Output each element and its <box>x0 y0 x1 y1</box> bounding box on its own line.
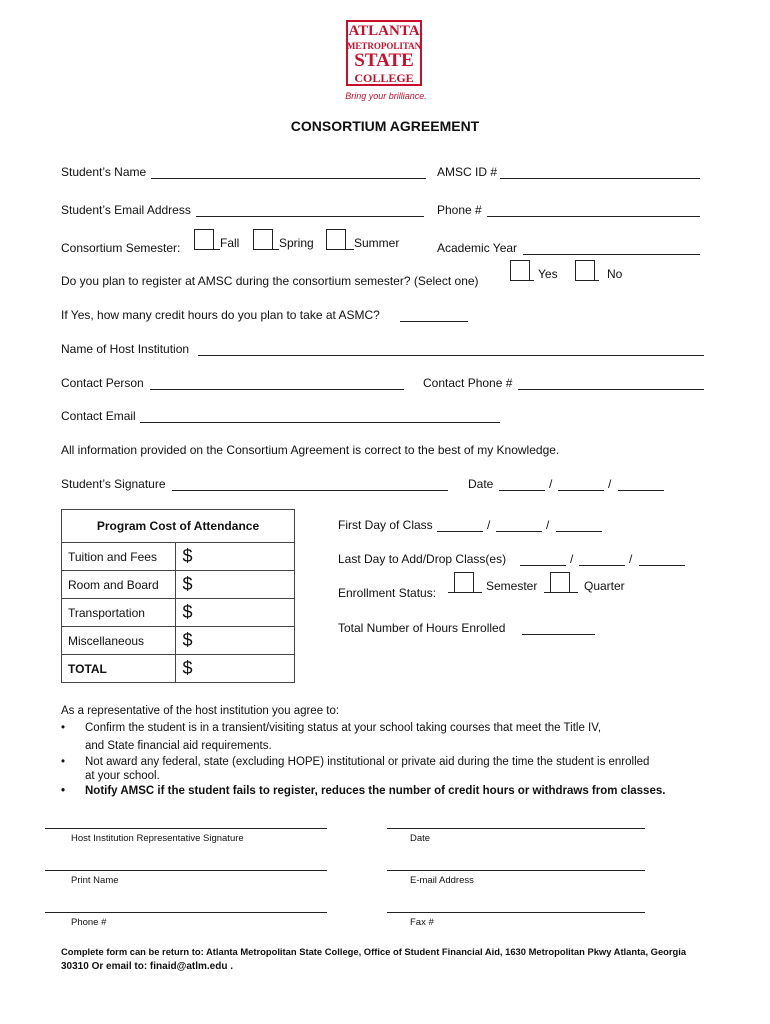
fall-label: Fall <box>220 236 240 250</box>
bullet-1-line-1: Confirm the student is in a transient/visiting status at your school taking courses that meet the Title IV, <box>85 722 602 734</box>
phone-field[interactable] <box>487 201 700 217</box>
summer-checkbox[interactable] <box>326 229 346 250</box>
student-name-label: Student’s Name <box>61 165 147 179</box>
first-day-month-field[interactable] <box>437 516 483 532</box>
fall-option[interactable] <box>194 229 239 250</box>
quarter-checkbox-line <box>570 591 578 593</box>
summer-option[interactable] <box>326 229 399 250</box>
logo-line-3: STATE <box>354 50 414 71</box>
yes-label: Yes <box>538 267 558 281</box>
student-email-field[interactable] <box>196 201 424 217</box>
logo-line-2: METROPOLITAN <box>346 41 422 51</box>
no-checkbox-line <box>595 279 599 281</box>
academic-year-label: Academic Year <box>437 241 518 255</box>
yes-checkbox-line <box>530 279 534 281</box>
footer-line-2: 30310 Or email to: finaid@atlm.edu . <box>61 961 234 972</box>
date-separator: / <box>608 477 612 491</box>
cost-amount-total[interactable]: $ <box>176 655 295 683</box>
spring-checkbox[interactable] <box>253 229 273 250</box>
first-day-label: First Day of Class <box>338 518 433 532</box>
cost-amount-room-board[interactable]: $ <box>176 571 295 599</box>
contact-phone-label: Contact Phone # <box>423 376 513 390</box>
total-hours-label: Total Number of Hours Enrolled <box>338 621 506 635</box>
date-year-field[interactable] <box>618 475 664 491</box>
consortium-semester-label: Consortium Semester: <box>61 241 181 255</box>
bullet-2-line-2: at your school. <box>85 770 160 782</box>
agreement-bullet-3 <box>61 784 666 798</box>
cost-amount-transportation[interactable]: $ <box>176 599 295 627</box>
logo-line-1: ATLANTA <box>348 23 420 39</box>
contact-person-field[interactable] <box>150 374 404 390</box>
cost-amount-tuition[interactable]: $ <box>176 543 295 571</box>
date-separator: / <box>629 552 633 566</box>
date-separator: / <box>549 477 553 491</box>
student-email-label: Student’s Email Address <box>61 203 191 217</box>
last-day-year-field[interactable] <box>639 550 685 566</box>
summer-checkbox-line <box>346 248 354 250</box>
cost-label-tuition: Tuition and Fees <box>62 543 176 571</box>
quarter-checkbox[interactable] <box>550 572 570 593</box>
spring-label: Spring <box>279 236 314 250</box>
cost-label-room-board: Room and Board <box>62 571 176 599</box>
agreement-bullet-2 <box>61 755 650 783</box>
plan-register-label: Do you plan to register at AMSC during the consortium semester? (Select one) <box>61 274 479 288</box>
date-month-field[interactable] <box>499 475 545 491</box>
first-day-year-field[interactable] <box>556 516 602 532</box>
yes-option[interactable] <box>504 260 558 281</box>
footer-line-1: Complete form can be return to: Atlanta Metropolitan State College, Office of Student Financial Aid, 1630 Metropolitan Pkwy Atlanta, Georgia <box>61 946 687 957</box>
amsc-id-field[interactable] <box>500 163 700 179</box>
bullet-dot: • <box>61 785 66 797</box>
total-hours-field[interactable] <box>522 619 595 635</box>
amsc-id-label: AMSC ID # <box>437 165 498 179</box>
agreement-intro: As a representative of the host institution you agree to: <box>61 705 340 717</box>
date-separator: / <box>546 518 550 532</box>
table-row <box>62 627 295 655</box>
certification-statement: All information provided on the Consortium Agreement is correct to the best of my Knowledge. <box>61 443 560 457</box>
cost-table-header: Program Cost of Attendance <box>62 510 295 543</box>
cost-amount-miscellaneous[interactable]: $ <box>176 627 295 655</box>
yes-checkbox[interactable] <box>510 260 530 281</box>
host-rep-signature-label: Host Institution Representative Signature <box>71 833 244 844</box>
bullet-dot: • <box>61 722 66 734</box>
host-date-label: Date <box>410 833 431 844</box>
college-logo <box>346 20 426 106</box>
contact-phone-field[interactable] <box>518 374 704 390</box>
logo-line-4: COLLEGE <box>354 71 414 85</box>
host-rep-signature-field[interactable] <box>45 828 327 829</box>
credit-hours-label: If Yes, how many credit hours do you plan to take at ASMC? <box>61 308 380 322</box>
host-phone-field[interactable] <box>45 912 327 913</box>
bullet-3-text: Notify AMSC if the student fails to register, reduces the number of credit hours or withdraws from classes. <box>85 785 666 797</box>
last-day-label: Last Day to Add/Drop Class(es) <box>338 552 507 566</box>
table-row <box>62 571 295 599</box>
date-day-field[interactable] <box>558 475 604 491</box>
contact-person-label: Contact Person <box>61 376 144 390</box>
host-phone-label: Phone # <box>71 917 107 928</box>
spring-option[interactable] <box>253 229 314 250</box>
last-day-day-field[interactable] <box>579 550 625 566</box>
contact-email-field[interactable] <box>140 407 500 423</box>
bullet-dot: • <box>61 756 66 768</box>
table-row <box>62 599 295 627</box>
credit-hours-field[interactable] <box>400 306 468 322</box>
bullet-2-line-1: Not award any federal, state (excluding HOPE) institutional or private aid during the time the student is enrolled <box>85 756 650 768</box>
date-label: Date <box>468 477 494 491</box>
semester-checkbox-line <box>474 591 482 593</box>
host-institution-label: Name of Host Institution <box>61 342 190 356</box>
date-separator: / <box>570 552 574 566</box>
semester-checkbox[interactable] <box>454 572 474 593</box>
footer-instructions <box>61 944 731 974</box>
phone-label: Phone # <box>437 203 482 217</box>
print-name-label: Print Name <box>71 875 119 886</box>
cost-label-transportation: Transportation <box>62 599 176 627</box>
agreement-bullet-1 <box>61 721 602 753</box>
student-name-field[interactable] <box>151 163 426 179</box>
bullet-1-line-2: and State financial aid requirements. <box>85 740 272 752</box>
quarter-option[interactable] <box>544 572 625 593</box>
no-option[interactable] <box>567 260 622 281</box>
contact-email-label: Contact Email <box>61 409 136 423</box>
host-date-field[interactable] <box>387 828 645 829</box>
no-label: No <box>607 267 623 281</box>
quarter-label: Quarter <box>584 579 625 593</box>
summer-label: Summer <box>354 236 400 250</box>
first-day-day-field[interactable] <box>496 516 542 532</box>
student-signature-label: Student’s Signature <box>61 477 166 491</box>
fax-label: Fax # <box>410 917 434 928</box>
academic-year-field[interactable] <box>523 239 700 255</box>
host-institution-field[interactable] <box>198 340 704 356</box>
date-separator: / <box>487 518 491 532</box>
enrollment-status-label: Enrollment Status: <box>338 586 437 600</box>
table-row <box>62 543 295 571</box>
semester-label: Semester <box>486 579 538 593</box>
student-signature-field[interactable] <box>172 475 448 491</box>
logo-tagline: Bring your brilliance. <box>345 91 427 101</box>
page-title: CONSORTIUM AGREEMENT <box>290 118 480 134</box>
email-address-label: E-mail Address <box>410 875 474 886</box>
table-row <box>62 655 295 683</box>
cost-label-total: TOTAL <box>62 655 176 683</box>
email-address-field[interactable] <box>387 870 645 871</box>
last-day-month-field[interactable] <box>520 550 566 566</box>
cost-of-attendance-table <box>61 509 295 683</box>
fax-field[interactable] <box>387 912 645 913</box>
fall-checkbox[interactable] <box>194 229 214 250</box>
no-checkbox[interactable] <box>575 260 595 281</box>
cost-label-miscellaneous: Miscellaneous <box>62 627 176 655</box>
semester-option[interactable] <box>448 572 537 593</box>
print-name-field[interactable] <box>45 870 327 871</box>
